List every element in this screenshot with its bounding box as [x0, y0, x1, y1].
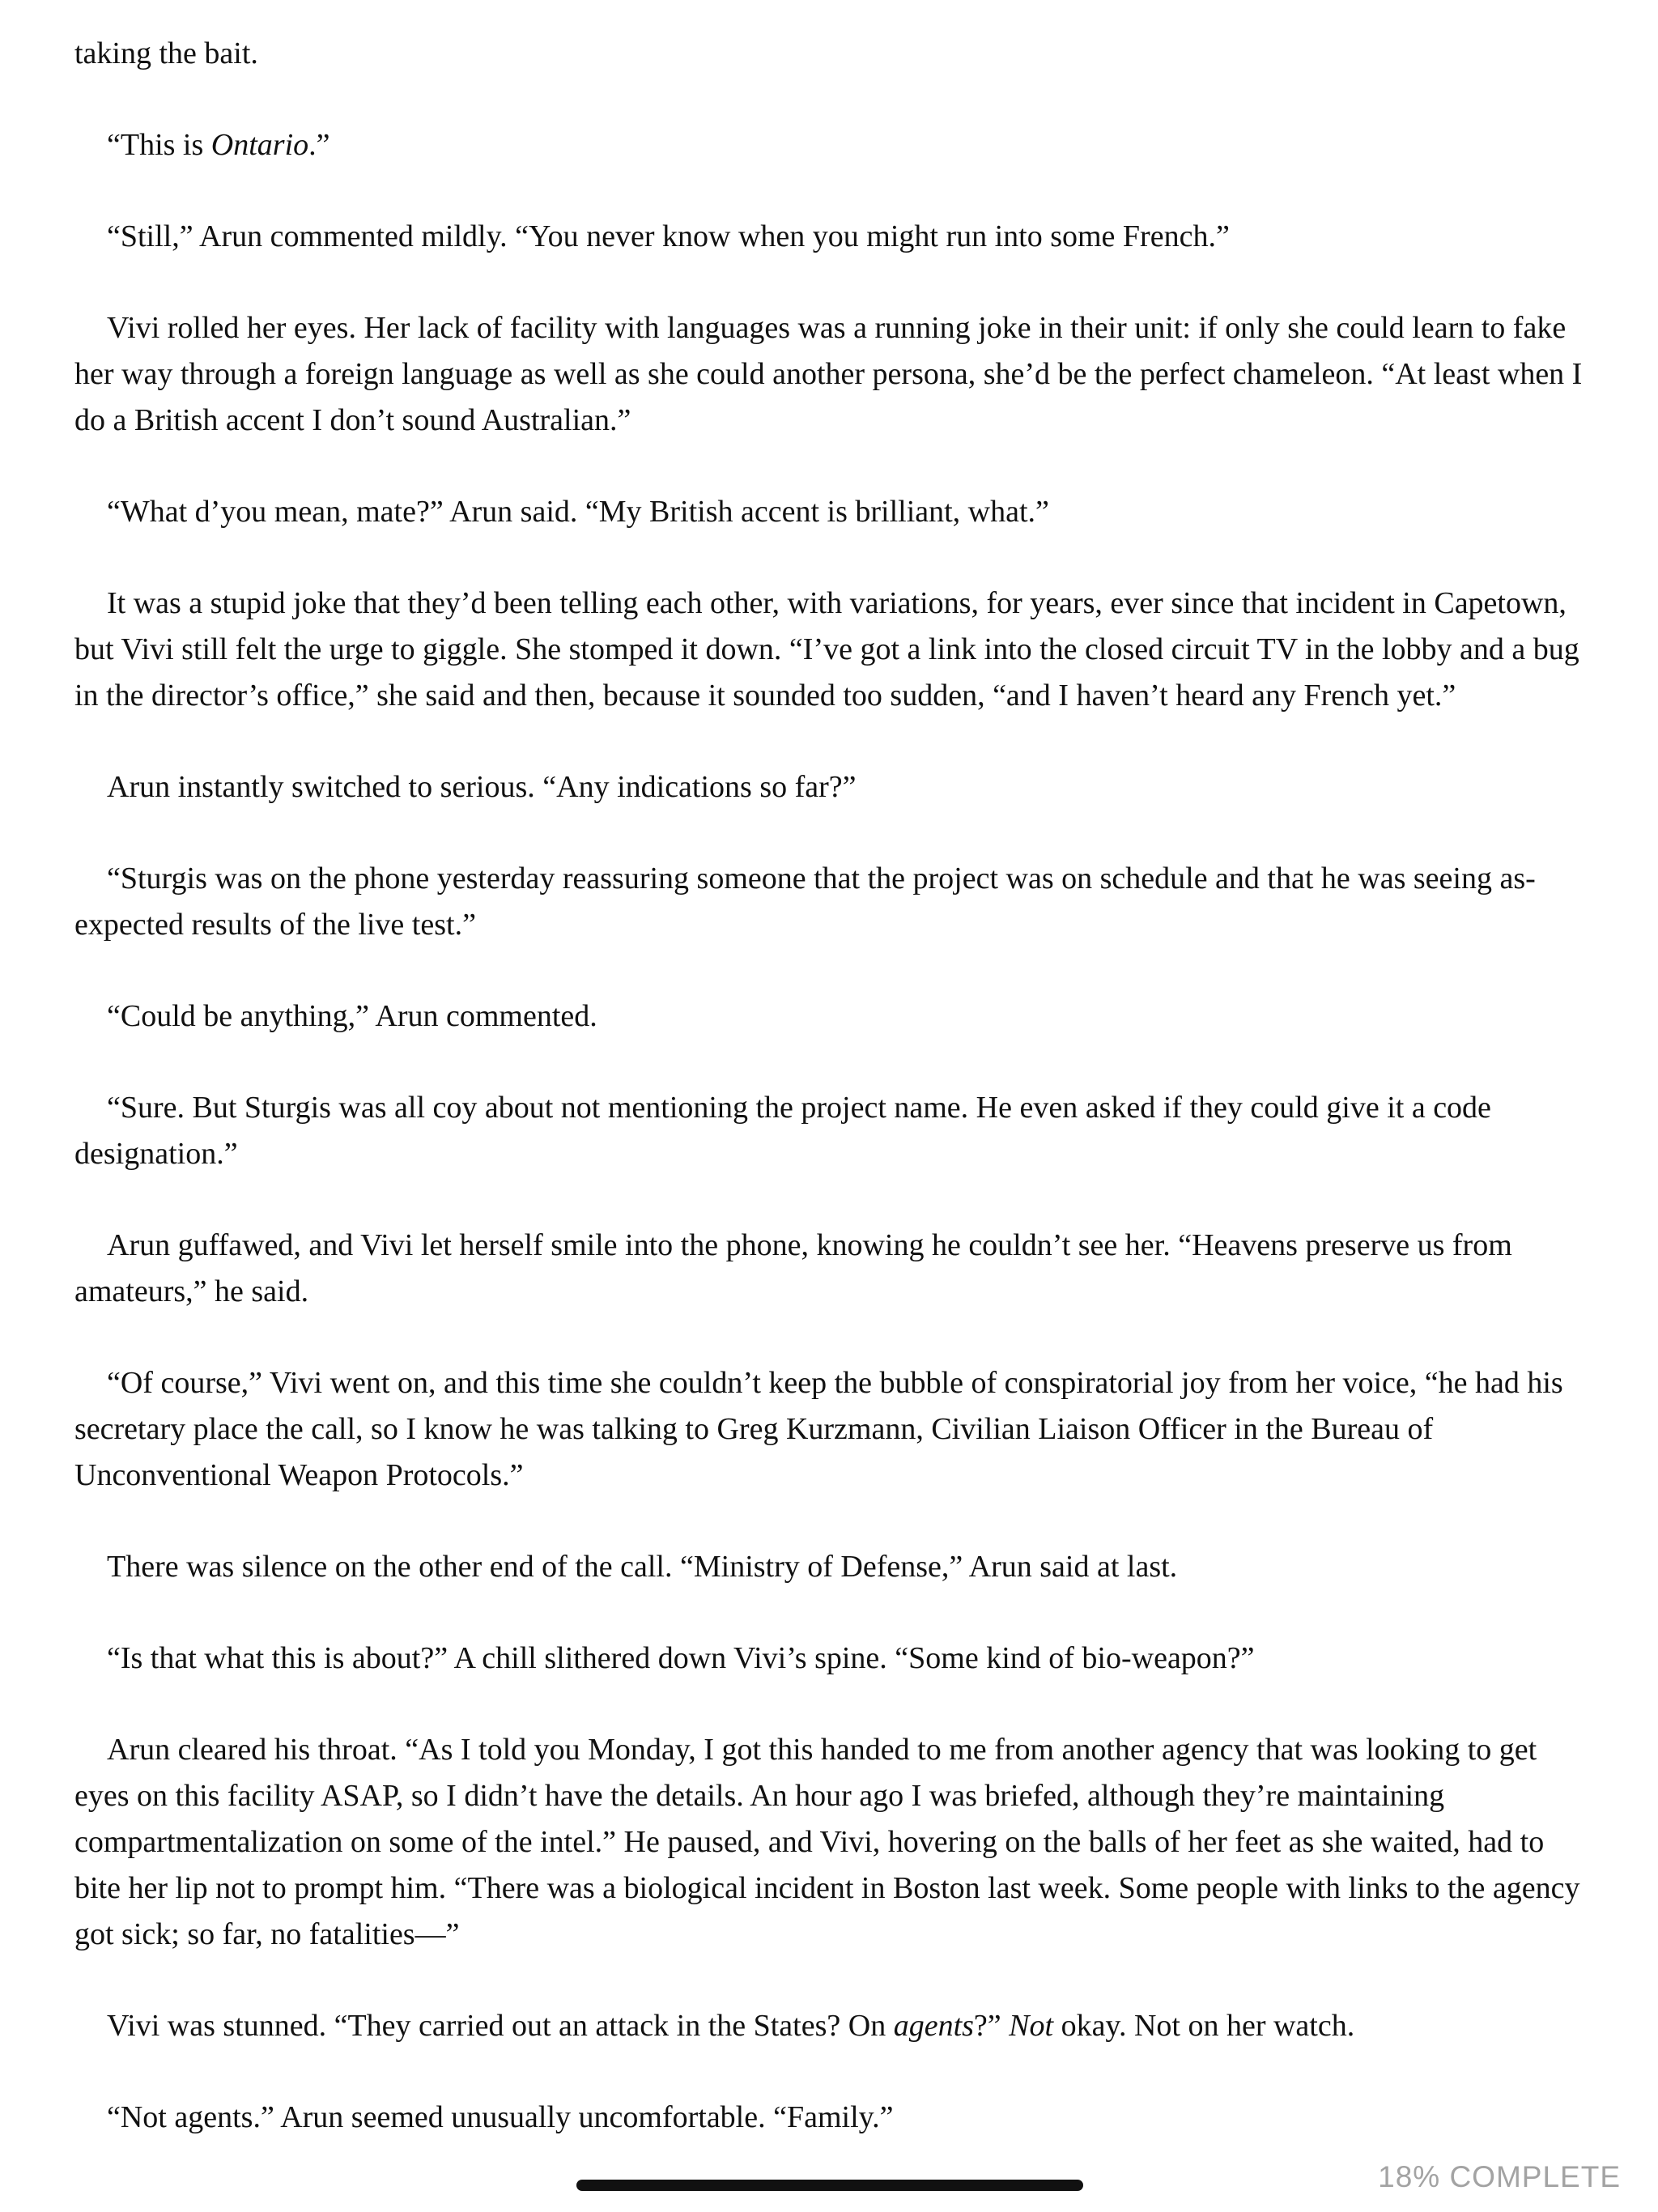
paragraph [74, 305, 1596, 444]
paragraph [74, 2003, 1596, 2049]
text-run: “Is that what this is about?” A chill slithered down Vivi’s spine. “Some kind of bio-weapon?” [107, 1641, 1255, 1675]
text-run: “This is [107, 128, 211, 162]
paragraph [74, 122, 1596, 168]
italic-text: Ontario [210, 128, 309, 162]
text-run: It was a stupid joke that they’d been telling each other, with variations, for years, ever since that incident in Capetown, but Vivi still felt the urge to giggle. She stomped it down. “I’ve got a link into the closed circuit TV in the lobby and a bug in the director’s office,” she said and then, because it sounded too sudden, “and I haven’t heard any French yet.” [74, 586, 1579, 713]
home-indicator-bar[interactable] [576, 2180, 1083, 2191]
text-run: Vivi was stunned. “They carried out an attack in the States? On [107, 2009, 894, 2043]
italic-text: agents [893, 2009, 974, 2043]
paragraph [74, 764, 1596, 810]
text-run: “Of course,” Vivi went on, and this time she couldn’t keep the bubble of conspiratorial joy from her voice, “he had his secretary place the call, so I know he was talking to Greg Kurzmann, Civilian Liaison Officer in the Bureau of Unconventional Weapon Protocols.” [74, 1366, 1563, 1492]
paragraph [74, 1727, 1596, 1958]
text-run: .” [308, 128, 330, 162]
paragraph [74, 2095, 1596, 2141]
text-run: “Not agents.” Arun seemed unusually uncomfortable. “Family.” [107, 2100, 894, 2134]
paragraph [74, 214, 1596, 260]
text-run: Arun instantly switched to serious. “Any indications so far?” [107, 770, 857, 804]
paragraph [74, 581, 1596, 719]
paragraph [74, 1544, 1596, 1590]
text-run: There was silence on the other end of the call. “Ministry of Defense,” Arun said at last. [107, 1550, 1178, 1584]
italic-text: Not [1009, 2009, 1054, 2043]
text-run: Vivi rolled her eyes. Her lack of facility with languages was a running joke in their unit: if only she could learn to fake her way through a foreign language as well as she could another persona, she’d be the perfect chameleon. “At least when I do a British accent I don’t sound Australian.” [74, 311, 1583, 437]
paragraph [74, 856, 1596, 948]
text-run: ?” [973, 2009, 1010, 2043]
text-run: “Sure. But Sturgis was all coy about not mentioning the project name. He even asked if they could give it a code designation.” [74, 1091, 1491, 1171]
reading-progress-label: 18% COMPLETE [1378, 2160, 1621, 2193]
book-page-text [74, 31, 1596, 2186]
text-run: “Could be anything,” Arun commented. [107, 999, 597, 1033]
paragraph [74, 1223, 1596, 1315]
paragraph [74, 1085, 1596, 1177]
paragraph [74, 489, 1596, 535]
paragraph [74, 1360, 1596, 1499]
paragraph [74, 31, 1596, 77]
paragraph [74, 993, 1596, 1040]
text-run: Arun guffawed, and Vivi let herself smile into the phone, knowing he couldn’t see her. “Heavens preserve us from amateurs,” he said. [74, 1228, 1512, 1308]
text-run: “What d’you mean, mate?” Arun said. “My British accent is brilliant, what.” [107, 495, 1049, 529]
text-run: Arun cleared his throat. “As I told you Monday, I got this handed to me from another agency that was looking to get eyes on this facility ASAP, so I didn’t have the details. An hour ago I was briefed, although they’re maintaining compartmentalization on some of the intel.” He paused, and Vivi, hovering on the balls of her feet as she waited, had to bite her lip not to prompt him. “There was a biological incident in Boston last week. Some people with links to the agency got sick; so far, no fatalities—” [74, 1733, 1580, 1951]
text-run: okay. Not on her watch. [1053, 2009, 1355, 2043]
text-run: taking the bait. [74, 36, 258, 70]
text-run: “Still,” Arun commented mildly. “You never know when you might run into some French.” [107, 219, 1230, 253]
text-run: “Sturgis was on the phone yesterday reassuring someone that the project was on schedule and that he was seeing as-expected results of the live test.” [74, 861, 1536, 942]
paragraph [74, 1636, 1596, 1682]
